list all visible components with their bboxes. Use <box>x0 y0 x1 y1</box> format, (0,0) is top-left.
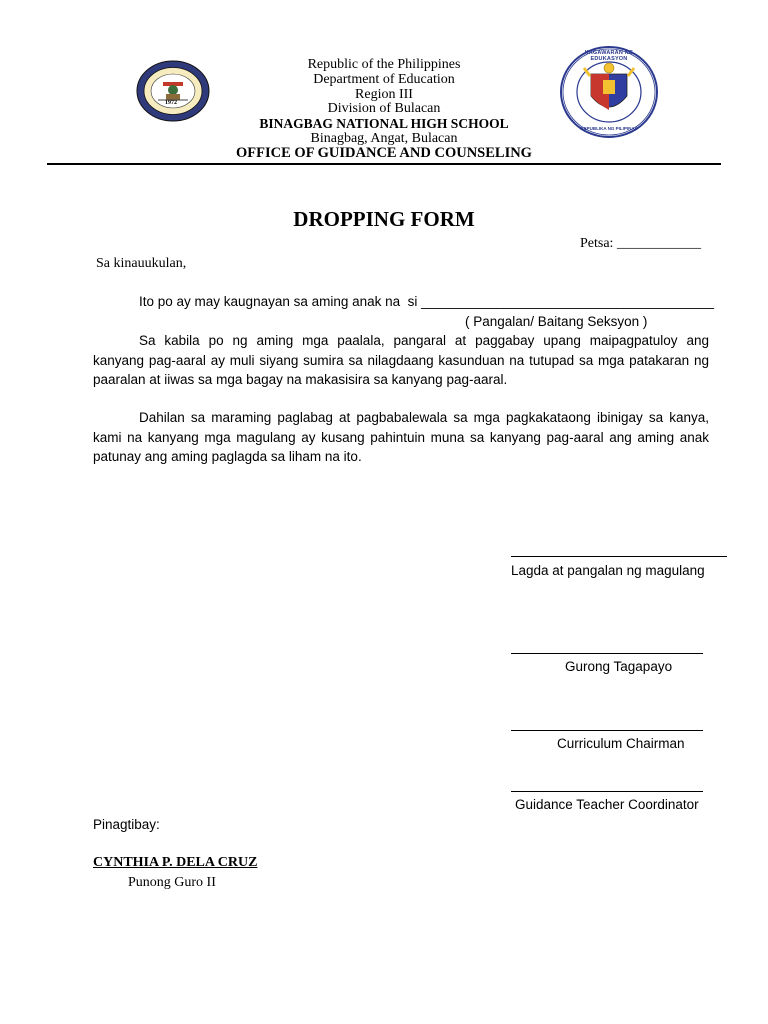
curriculum-signature-line <box>511 730 703 731</box>
intro-line: Ito po ay may kaugnayan sa aming anak na si _______________________________________ <box>139 294 714 309</box>
adviser-signature-label: Gurong Tagapayo <box>565 659 673 674</box>
paragraph-1-line-1: Sa kabila po ng aming mga paalala, pangaral at paggabay upang maipagpatuloy ang <box>139 333 709 348</box>
parent-signature-line <box>511 556 727 557</box>
date-field-label: Petsa: ____________ <box>580 236 701 251</box>
paragraph-1-line-2: kanyang pag-aaral ay muli siyang sumira sa nilagdaang kasunduan na tutupad sa mga patakaran ng <box>93 352 709 368</box>
name-field-hint: ( Pangalan/ Baitang Seksyon ) <box>465 314 648 329</box>
header-address: Binagbag, Angat, Bulacan <box>310 131 458 146</box>
paragraph-1 <box>93 331 709 390</box>
salutation: Sa kinauukulan, <box>96 256 187 271</box>
paragraph-2-line-2: kami na kanyang mga magulang ay kusang pahintuin muna sa kanyang pag-aaral ang aming anak <box>93 429 709 445</box>
seal-year-text: 1972 <box>165 100 177 106</box>
header-division: Division of Bulacan <box>327 101 441 116</box>
seal-bottom-text: REPUBLIKA NG PILIPINAS <box>580 126 638 131</box>
approval-label: Pinagtibay: <box>93 817 160 832</box>
principal-name: CYNTHIA P. DELA CRUZ <box>93 855 258 870</box>
form-title: DROPPING FORM <box>293 207 475 231</box>
adviser-signature-line <box>511 653 703 654</box>
curriculum-signature-label: Curriculum Chairman <box>557 736 685 751</box>
guidance-signature-line <box>511 791 703 792</box>
header-republic: Republic of the Philippines <box>307 57 461 72</box>
paragraph-2 <box>93 408 709 467</box>
header-office: OFFICE OF GUIDANCE AND COUNSELING <box>236 145 532 161</box>
paragraph-2-line-1: Dahilan sa maraming paglabag at pagbabalewala sa mga pagkakataong ibinigay sa kanya, <box>139 410 709 425</box>
header-divider <box>47 163 721 165</box>
paragraph-1-line-3: paaralan at iiwas sa mga bagay na makasisira sa kanyang pag-aaral. <box>93 372 508 387</box>
header-school-name: BINAGBAG NATIONAL HIGH SCHOOL <box>259 116 509 131</box>
seal-top-text: KAGAWARAN NG EDUKASYON <box>584 50 634 62</box>
principal-position: Punong Guro II <box>128 875 216 890</box>
parent-signature-label: Lagda at pangalan ng magulang <box>511 563 705 578</box>
paragraph-2-line-3: patunay ang aming paglagda sa liham na ito. <box>93 449 362 464</box>
header-region: Region III <box>355 87 413 102</box>
header-department: Department of Education <box>313 72 455 87</box>
guidance-signature-label: Guidance Teacher Coordinator <box>515 797 699 812</box>
